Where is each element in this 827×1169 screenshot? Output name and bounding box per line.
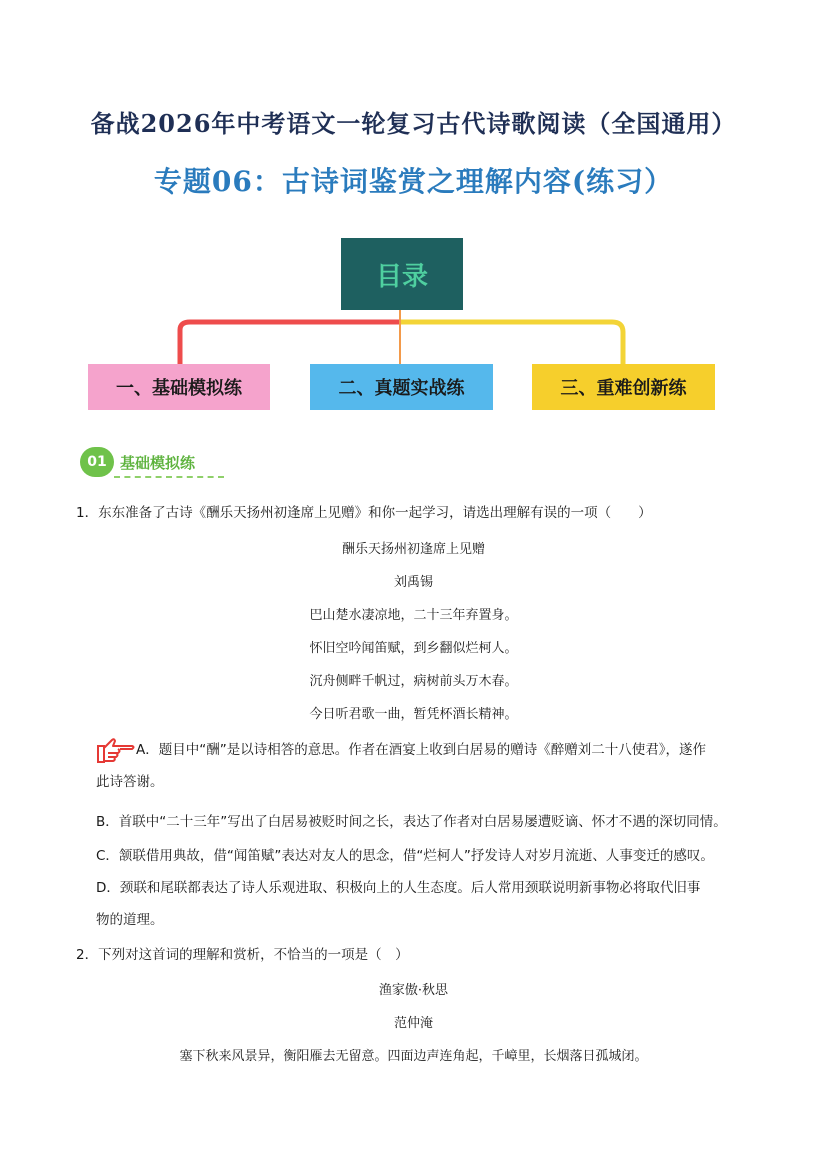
section-underline	[114, 476, 224, 478]
poem-2-author: 范仲淹	[393, 1016, 433, 1031]
poem-1-author: 刘禹锡	[393, 575, 433, 590]
document-subtitle: 专题06：古诗词鉴赏之理解内容(练习）	[153, 165, 674, 198]
poem-1-line: 沉舟侧畔千帆过，病树前头万木春。	[309, 674, 518, 689]
section-number: 01	[80, 447, 114, 477]
document-title: 备战2026年中考语文一轮复习古代诗歌阅读（全国通用）	[90, 109, 737, 138]
toc-item-real-exam-practice[interactable]: 二、真题实战练	[310, 364, 493, 410]
question-1-stem: 1．东东准备了古诗《酬乐天扬州初逢席上见赠》和你一起学习，请选出理解有误的一项（ ）	[76, 505, 652, 521]
question-2-stem: 2．下列对这首词的理解和赏析，不恰当的一项是（ ）	[76, 947, 409, 963]
option-c[interactable]: C．颔联借用典故，借“闻笛赋”表达对友人的思念，借“烂柯人”抒发诗人对岁月流逝、人事变迁的感叹。	[96, 848, 714, 864]
poem-2-line: 塞下秋来风景异，衡阳雁去无留意。四面边声连角起，千嶂里，长烟落日孤城闭。	[179, 1049, 648, 1064]
option-d-line-1[interactable]: D．颈联和尾联都表达了诗人乐观进取、积极向上的人生态度。后人常用颈联说明新事物必将取代旧事	[96, 880, 701, 896]
poem-1-title: 酬乐天扬州初逢席上见赠	[341, 542, 485, 557]
toc-item-innovation-practice[interactable]: 三、重难创新练	[532, 364, 715, 410]
poem-1-line: 怀旧空吟闻笛赋，到乡翻似烂柯人。	[309, 641, 518, 656]
option-d-line-2[interactable]: 物的道理。	[96, 912, 164, 928]
pointing-hand-icon	[96, 736, 136, 764]
toc-item-basic-practice[interactable]: 一、基础模拟练	[88, 364, 270, 410]
option-a-line-1[interactable]: A．题目中“酬”是以诗相答的意思。作者在酒宴上收到白居易的赠诗《醉赠刘二十八使君》，遂作	[136, 742, 706, 758]
section-badge	[80, 446, 195, 478]
section-label: 基础模拟练	[120, 453, 196, 472]
toc-connector-lines	[0, 0, 827, 420]
poem-2-title: 渔家傲·秋思	[378, 983, 449, 998]
option-a-line-2[interactable]: 此诗答谢。	[96, 774, 164, 790]
toc-main-box: 目录	[341, 238, 463, 310]
poem-1-line: 巴山楚水凄凉地，二十三年弃置身。	[309, 608, 518, 623]
option-b[interactable]: B．首联中“二十三年”写出了白居易被贬时间之长，表达了作者对白居易屡遭贬谪、怀才不遇的深切同情。	[96, 814, 727, 830]
poem-1-line: 今日听君歌一曲，暂凭杯酒长精神。	[309, 707, 518, 722]
